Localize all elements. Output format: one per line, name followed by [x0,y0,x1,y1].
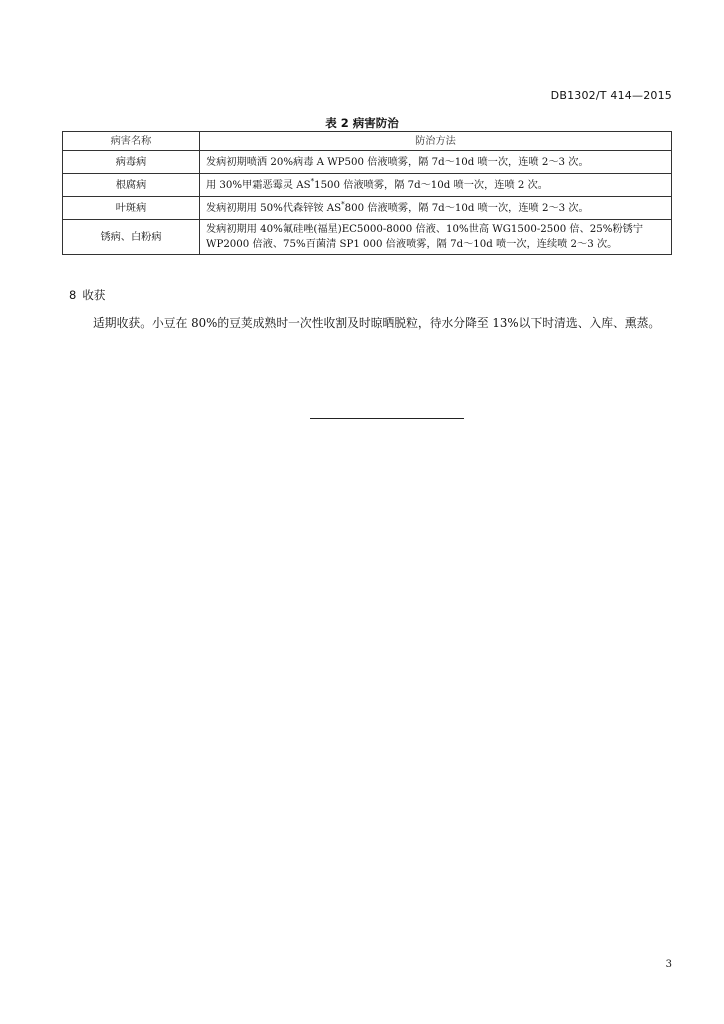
disease-name-cell: 病毒病 [63,151,200,174]
table-header-row [63,132,672,151]
page-number: 3 [665,959,672,970]
control-method-cell: 发病初期用 40%氟硅唑(福星)EC5000-8000 倍液、10%世高 WG1500-2500 倍、25%粉锈宁 WP2000 倍液、75%百菌清 SP1 000 倍液喷雾，隔 7d～10d 喷一次，连续喷 2～3 次。 [200,220,672,255]
disease-control-table [62,131,672,255]
table-row [63,220,672,255]
disease-name-cell: 根腐病 [63,174,200,197]
control-method-cell [200,197,672,220]
control-method-cell [200,174,672,197]
end-of-document-rule [310,418,464,419]
disease-name-cell: 叶斑病 [63,197,200,220]
table-row [63,197,672,220]
section-title: 收获 [82,288,106,302]
method-text: 800 倍液喷雾，隔 7d～10d 喷一次，连喷 2～3 次。 [344,202,589,214]
document-code: DB1302/T 414—2015 [550,89,672,102]
table-caption: 表 2 病害防治 [325,116,399,130]
column-header-control-method: 防治方法 [200,132,672,151]
table-row [63,151,672,174]
method-text: 1500 倍液喷雾，隔 7d～10d 喷一次，连喷 2 次。 [314,179,548,191]
disease-name-cell: 锈病、白粉病 [63,220,200,255]
method-superscript: * [341,200,345,209]
control-method-cell: 发病初期喷洒 20%病毒 A WP500 倍液喷雾，隔 7d～10d 喷一次，连喷 2～3 次。 [200,151,672,174]
method-superscript: * [310,177,315,186]
method-text: 用 30%甲霜恶霉灵 AS [206,179,311,191]
column-header-disease-name: 病害名称 [63,132,200,151]
section-number: 8 [69,288,77,302]
method-text: 发病初期用 50%代森锌铵 AS [206,202,342,214]
table-row [63,174,672,197]
section-body-paragraph: 适期收获。小豆在 80%的豆荚成熟时一次性收割及时晾晒脱粒，待水分降至 13%以下时清选、入库、熏蒸。 [93,316,661,330]
section-heading [69,287,105,303]
